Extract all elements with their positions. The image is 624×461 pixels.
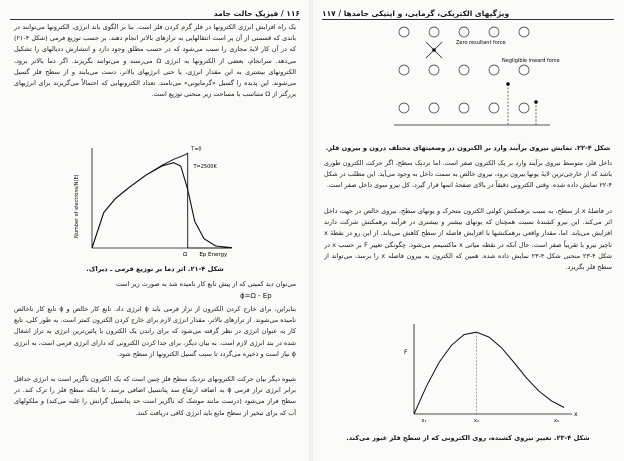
- left-paragraph-4: شیوه دیگر بیان حرکت الکترونهای نزدیک سطح فلز چنین است که یک الکترون ناگزیر است به انرژی حداقل برابر انرژی تراز فرمی ϕ به اضافه ارتفاع سد پتانسیل اضافی برسد. تا اینکه سطح فلز را ترک کند. در سطح فراز می‌شود (درست مانند موشک که ناگزیر است حد پتانسیل گرانش را غلبه می‌کند) و ملکولهای آب که برای تبخیر از سطح مایع باید انرژی کافی دریافت کنند.: [14, 375, 296, 417]
- right-page: [312, 0, 624, 461]
- force-distance-chart: [396, 318, 586, 430]
- ion-circle: [519, 103, 529, 113]
- ion-circle: [399, 103, 409, 113]
- x-axis-label: x: [574, 411, 578, 418]
- ion-circle: [429, 103, 439, 113]
- right-header-title-number: ویژگیهای الکتریکی، گرمایی، و اپتیکی جامدها / ۱۱۷: [322, 9, 510, 18]
- left-paragraph-2: می‌توان دید کمیتی که از پیش تابع کار نامیده شد به صورت زیر است: [115, 280, 296, 288]
- annotation-x1: x₁: [421, 418, 427, 424]
- ion-circle: [429, 27, 439, 37]
- ion-circle: [519, 65, 529, 75]
- ion-lattice-figure: [390, 22, 560, 142]
- x-axis-label: Energy: [208, 252, 228, 258]
- annotation-omega: Ω: [183, 252, 188, 258]
- right-paragraph-2: در فاصلهٔ x از سطح، به سبب برهمکنش کولنی الکترون متحرک و یونهای سطح، نیروی خالص در جهت داخل اثر می‌کند. این نیرو کشندهٔ نسبت همچنان که یونهای بیشتر و بیشتری در فرآیند برهمکنش شرکت دارند افزایش می‌یابد. اما، مقدار واقعی برهمکنشها با افزایش فاصله از سطح کاهش می‌یابد. از این رو در نقطهٔ x ناچیز نیرو با تقریباً صفر است. حال آنکه در نقطه میانی x ماکسیمم می‌شود. چگونگی تغییر F بر حسب x در شکل ۴-۲۳ منحنی شکل ۴-۲۳ نمایش داده شده. همین که الکترون به بیرون فاصله x را برسد، می‌تواند از سطح فلز بگریزد.: [324, 207, 612, 272]
- right-figure-caption-2: شکل ۴-۲۳. تغییر نیروی کشنده، روی الکترونی که از سطح فلز عبور می‌کند.: [346, 434, 590, 442]
- ion-circle: [459, 103, 469, 113]
- y-axis-label: Number of electrons/N(E): [74, 174, 80, 238]
- left-paragraph-1: یک راه افزایش انرژی الکترونها در فلز گرم کردن فلز است. بنا بر الگوی باند انرژی، الکترونها می‌توانند در باندی که قسمتی از آن پر است انتقالهایی به ترازهای بالاتر انجام دهند. بر حسب توزیع فرمی (شکل ۴-۲۱) که در آن کار لایهٔ مجازی را سبب می‌شود که در حسب مطلق وجود دارد و انتشارش ددیالهای را تشکیل می‌دهد. سرانجام، بعضی از الکترونها به انرژی Ω می‌رسند و می‌توانند بگریزند. اگر دما بالاتر برود، الکترونهای بیشتری به این مقدار انرژی، یا حتی انرژیهای بالاتر، دست می‌یابند و از سطح فلز گسیل می‌شوند. این پدیده را گسیل «گرمایونی» می‌نامند. تعداد الکترونهایی که احتمالاً می‌گریزند برای انرژیهای بزرگتر از Ω متناسب با مساحت زیر منحنی توزیع است.: [14, 23, 296, 99]
- electron-inside-force-arrows: [426, 42, 442, 58]
- series-label-t0: T=0: [191, 146, 202, 153]
- ion-circle: [489, 103, 499, 113]
- series-label-t2500k: T=2500K: [193, 164, 217, 170]
- left-header-number-title: ۱۱۶ / فیزیک حالت جامد: [213, 9, 300, 18]
- ion-circle: [399, 65, 409, 75]
- annotation-x2: x₂: [474, 418, 479, 424]
- left-paragraph-3: بنابراین، برای خارج کردن الکترون از تراز فرمی باید ϕ انرژی داد. تابع کار خالص و ϕ تابع کار ناخالص نامیده می‌شوند. از ترازهای بالاتر، مقدار انرژی لازم برای خارج کردن الکترون کمتر است. به طور کلی، تابع کار به عنوان انرژی در نظر گرفته می‌شود که برای راندن یک الکترون با پائین‌ترین انرژی به تراز اشغال شده در بند انرژی لازم است. به بیان دیگر، برای جدا کردن الکترونی که دارای انرژی فرمی است، به انرژی ϕ نیاز است و ذخیره می‌گردد تا سبب گسیل الکترونها از سطح شود.: [14, 305, 296, 358]
- left-page-header: [10, 5, 300, 20]
- ion-circle: [519, 27, 529, 37]
- right-figure-caption-1: شکل ۴-۲۲. نمایش نیروی برآیند وارد بر الکترون در وضعیتهای مختلف درون و بیرون فلز.: [325, 144, 611, 152]
- series-line-t2500k: [92, 163, 232, 248]
- annotation-x0: x₀: [554, 418, 559, 424]
- ion-circle: [489, 65, 499, 75]
- inward-force-label: Negligible inward force: [502, 58, 560, 64]
- right-page-header: [322, 5, 614, 20]
- ion-circle: [399, 27, 409, 37]
- ion-circle: [489, 27, 499, 37]
- right-paragraph-1: داخل فلز، متوسط نیروی برآیند وارد بر یک الکترون صفر است. اما نزدیک سطح، اگر حرکت الکترون طوری باشد که از خارجی‌ترین لایهٔ یونها بیرون برود، نیروی خالص به سمت داخل به وجود می‌آید. این مطلب در شکل ۴-۲۲ نمایش داده شده. وقتی الکترونی دقیقاً در بالای صفحهٔ اتمها قرار گیرد، کل نیرو سوی داخل صفر است.: [324, 159, 612, 190]
- right-page-number: ۱۱۷: [322, 9, 336, 18]
- work-function-equation: ϕ=Ω - Ep: [240, 292, 272, 300]
- left-figure-caption: شکل ۴-۲۱. اثر دما بر توزیع فرمی ـ دیراک.: [86, 265, 224, 273]
- fermi-dirac-chart: [70, 142, 240, 264]
- force-curve: [414, 332, 564, 414]
- left-page-number: ۱۱۶: [286, 9, 300, 18]
- left-page: [0, 0, 310, 461]
- ion-circle: [459, 65, 469, 75]
- zero-force-label: Zero resultant force: [456, 40, 506, 46]
- left-header-title: فیزیک حالت جامد: [213, 9, 279, 18]
- y-axis-label: F: [404, 349, 408, 356]
- annotation-ep: Ep: [199, 252, 207, 258]
- right-header-title: ویژگیهای الکتریکی، گرمایی، و اپتیکی جامدها: [343, 9, 510, 18]
- ion-circle: [429, 65, 439, 75]
- ion-circle: [459, 27, 469, 37]
